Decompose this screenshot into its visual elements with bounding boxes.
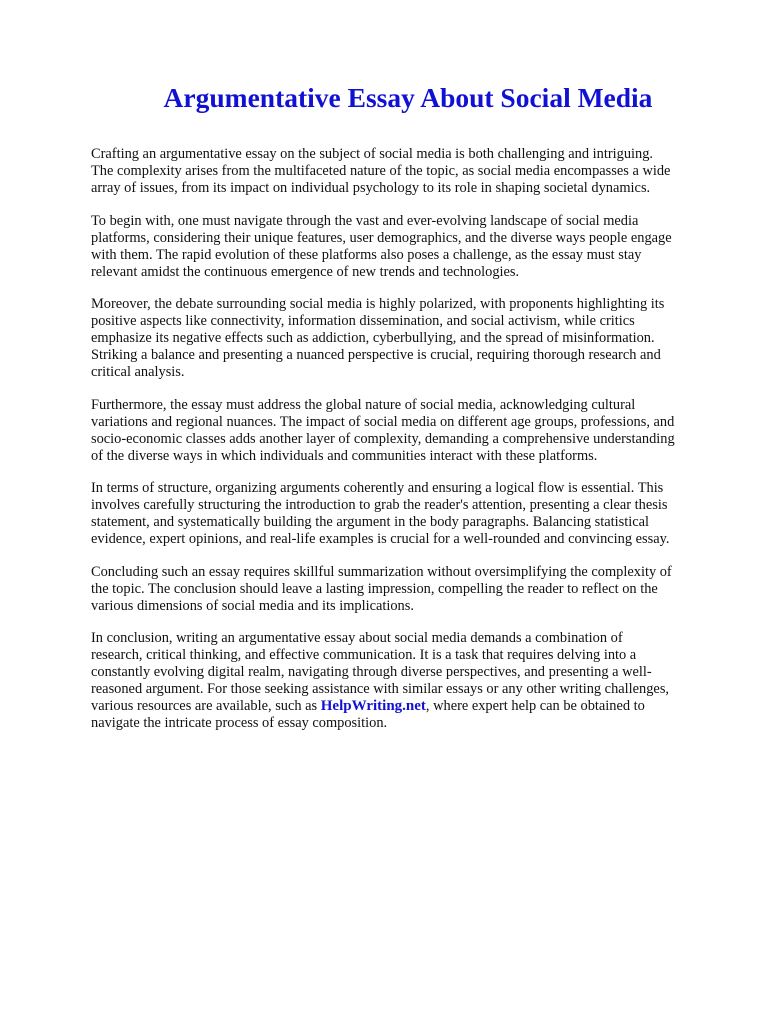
document-body	[91, 146, 731, 748]
conclusion-paragraph	[91, 630, 731, 732]
paragraph-line: variations and regional nuances. The impact of social media on different age groups, professions, and	[91, 413, 675, 430]
paragraph	[91, 397, 731, 465]
paragraph-line: critical analysis.	[91, 364, 185, 380]
conclusion-line: reasoned argument. For those seeking assistance with similar essays or any other writing challenges,	[91, 681, 670, 697]
paragraph-line: Furthermore, the essay must address the global nature of social media, acknowledging cultural	[91, 396, 636, 413]
paragraph	[91, 480, 731, 548]
paragraph-line: various dimensions of social media and its implications.	[91, 597, 414, 614]
paragraph-line: involves carefully structuring the introduction to grab the reader's attention, presenting a clear thesis	[91, 497, 668, 513]
paragraph-line: of the diverse ways in which individuals and communities interact with these platforms.	[91, 447, 598, 464]
paragraph-line: emphasize its negative effects such as addiction, cyberbullying, and the spread of misinformation.	[91, 330, 655, 346]
paragraph	[91, 564, 731, 615]
conclusion-line-pre-link: various resources are available, such as	[91, 698, 321, 714]
conclusion-line: research, critical thinking, and effective communication. It is a task that requires delving into a	[91, 647, 637, 663]
paragraph-line: positive aspects like connectivity, information dissemination, and social activism, while critics	[91, 313, 635, 329]
paragraph	[91, 213, 731, 281]
paragraph-line: Crafting an argumentative essay on the subject of social media is both challenging and intriguing.	[91, 146, 654, 162]
conclusion-line: In conclusion, writing an argumentative essay about social media demands a combination of	[91, 630, 623, 646]
document-title: Argumentative Essay About Social Media	[163, 82, 653, 113]
paragraph-line: the topic. The conclusion should leave a lasting impression, compelling the reader to reflect on the	[91, 580, 658, 597]
paragraph-line: Striking a balance and presenting a nuanced perspective is crucial, requiring thorough research and	[91, 347, 661, 363]
conclusion-line: constantly evolving digital realm, navigating through diverse perspectives, and presenting a well-	[91, 664, 652, 680]
paragraph-line: statement, and systematically building the argument in the body paragraphs. Balancing statistical	[91, 514, 650, 530]
paragraph-line: relevant amidst the continuous emergence of new trends and technologies.	[91, 263, 520, 280]
paragraph-line: platforms, considering their unique features, user demographics, and the diverse ways people engage	[91, 229, 672, 246]
paragraph-line: Moreover, the debate surrounding social media is highly polarized, with proponents highlighting its	[91, 296, 665, 312]
paragraph-line: with them. The rapid evolution of these platforms also poses a challenge, as the essay must stay	[91, 246, 642, 263]
paragraph	[91, 296, 731, 381]
paragraph-line: Concluding such an essay requires skillful summarization without oversimplifying the complexity of	[91, 563, 672, 580]
conclusion-line-post-link: , where expert help can be obtained to	[425, 698, 645, 714]
paragraph	[91, 146, 731, 197]
paragraph-line: In terms of structure, organizing arguments coherently and ensuring a logical flow is essential. This	[91, 480, 664, 496]
paragraph-line: socio-economic classes adds another layer of complexity, demanding a comprehensive understanding	[91, 430, 675, 447]
paragraph-list	[91, 146, 731, 615]
helpwriting-link[interactable]: HelpWriting.net	[320, 698, 426, 714]
paragraph-line: To begin with, one must navigate through the vast and ever-evolving landscape of social media	[91, 212, 639, 229]
conclusion-line: navigate the intricate process of essay composition.	[91, 715, 388, 731]
paragraph-line: The complexity arises from the multifaceted nature of the topic, as social media encompasses a wide	[91, 163, 671, 179]
paragraph-line: array of issues, from its impact on individual psychology to its role in shaping societal dynamics.	[91, 180, 651, 196]
paragraph-line: evidence, expert opinions, and real-life examples is crucial for a well-rounded and convincing essay.	[91, 531, 670, 547]
